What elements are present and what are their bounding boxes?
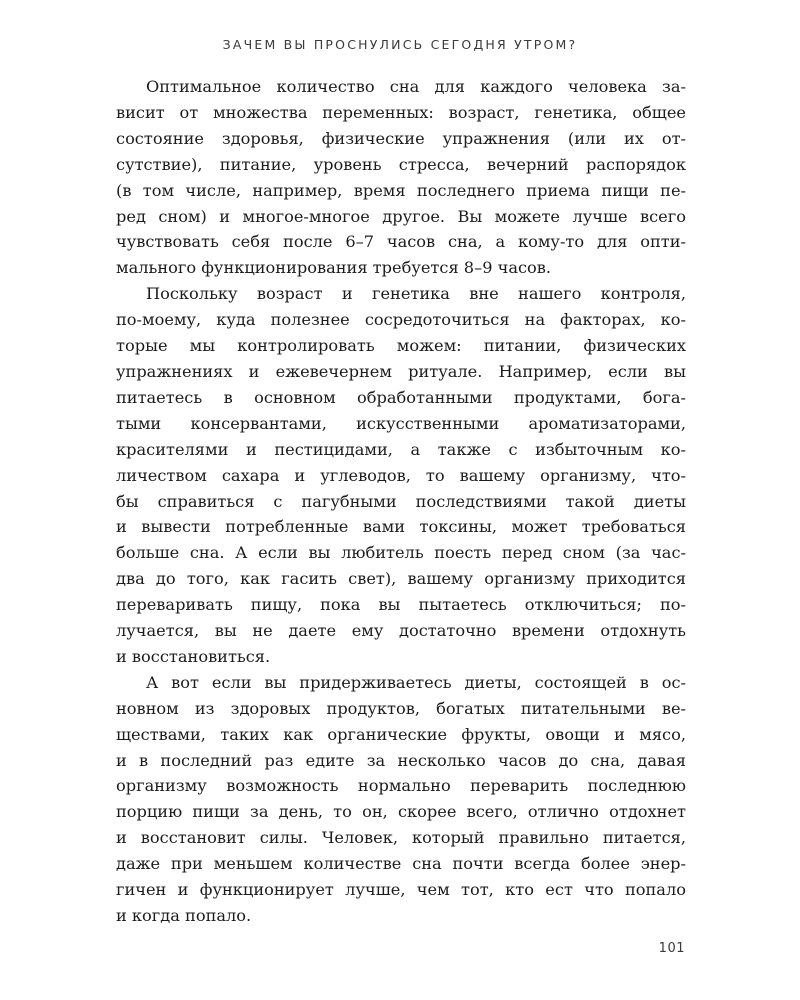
text-line: бы справиться с пагубными последствиями такой диеты <box>116 491 686 511</box>
text-line: А вот если вы придерживаетесь диеты, состоящей в ос- <box>146 672 686 692</box>
text-line: и восстановиться. <box>116 646 271 666</box>
text-line: больше сна. А если вы любитель поесть перед сном (за час- <box>116 543 686 563</box>
paragraph <box>116 74 686 281</box>
text-line: ществами, таких как органические фрукты, овощи и мясо, <box>116 724 686 744</box>
text-line: состояние здоровья, физические упражнения (или их от- <box>116 128 686 148</box>
text-line: гичен и функционирует лучше, чем тот, кто ест что попало <box>116 880 686 900</box>
text-line: красителями и пестицидами, а также с избыточным ко- <box>116 439 686 459</box>
text-line: новном из здоровых продуктов, богатых питательными ве- <box>116 698 686 718</box>
text-line: и когда попало. <box>116 906 252 925</box>
body-text <box>116 74 686 929</box>
paragraph <box>116 670 686 929</box>
text-line: питаетесь в основном обработанными продуктами, бога- <box>116 387 686 407</box>
text-line: Оптимальное количество сна для каждого человека за- <box>146 77 686 96</box>
text-line: переваривать пищу, пока вы пытаетесь отключиться; по- <box>116 595 686 615</box>
text-line: даже при меньшем количестве сна почти всегда более энер- <box>116 854 686 874</box>
text-line: упражнениях и ежевечернем ритуале. Например, если вы <box>116 361 686 381</box>
text-line: ред сном) и многое-многое другое. Вы можете лучше всего <box>116 206 686 226</box>
running-head: ЗАЧЕМ ВЫ ПРОСНУЛИСЬ СЕГОДНЯ УТРОМ? <box>222 37 578 52</box>
text-line: лучается, вы не даете ему достаточно времени отдохнуть <box>116 621 686 641</box>
text-line: мального функционирования требуется 8–9 часов. <box>116 258 552 278</box>
text-line: порцию пищи за день, то он, скорее всего, отлично отдохнет <box>116 802 686 822</box>
text-line: и восстановит силы. Человек, который правильно питается, <box>116 828 686 848</box>
text-line: чувствовать себя после 6–7 часов сна, а кому-то для опти- <box>116 232 686 252</box>
text-line: (в том числе, например, время последнего приема пищи пе- <box>116 180 686 200</box>
text-line: по-моему, куда полезнее сосредоточиться на факторах, ко- <box>116 310 686 330</box>
text-line: и вывести потребленные вами токсины, может требоваться <box>116 517 686 537</box>
text-line: два до того, как гасить свет), вашему организму приходится <box>116 569 686 589</box>
text-line: личеством сахара и углеводов, то вашему организму, что- <box>116 465 686 485</box>
text-line: тыми консервантами, искусственными ароматизаторами, <box>116 413 686 433</box>
paragraph <box>116 281 686 670</box>
page-number: 101 <box>658 941 685 956</box>
text-line: висит от множества переменных: возраст, генетика, общее <box>116 102 686 122</box>
text-line: сутствие), питание, уровень стресса, вечерний распорядок <box>116 154 686 174</box>
text-line: и в последний раз едите за несколько часов до сна, давая <box>116 750 686 770</box>
text-line: торые мы контролировать можем: питании, физических <box>116 336 686 356</box>
text-line: организму возможность нормально переварить последнюю <box>116 776 686 796</box>
text-line: Поскольку возраст и генетика вне нашего контроля, <box>146 284 686 304</box>
